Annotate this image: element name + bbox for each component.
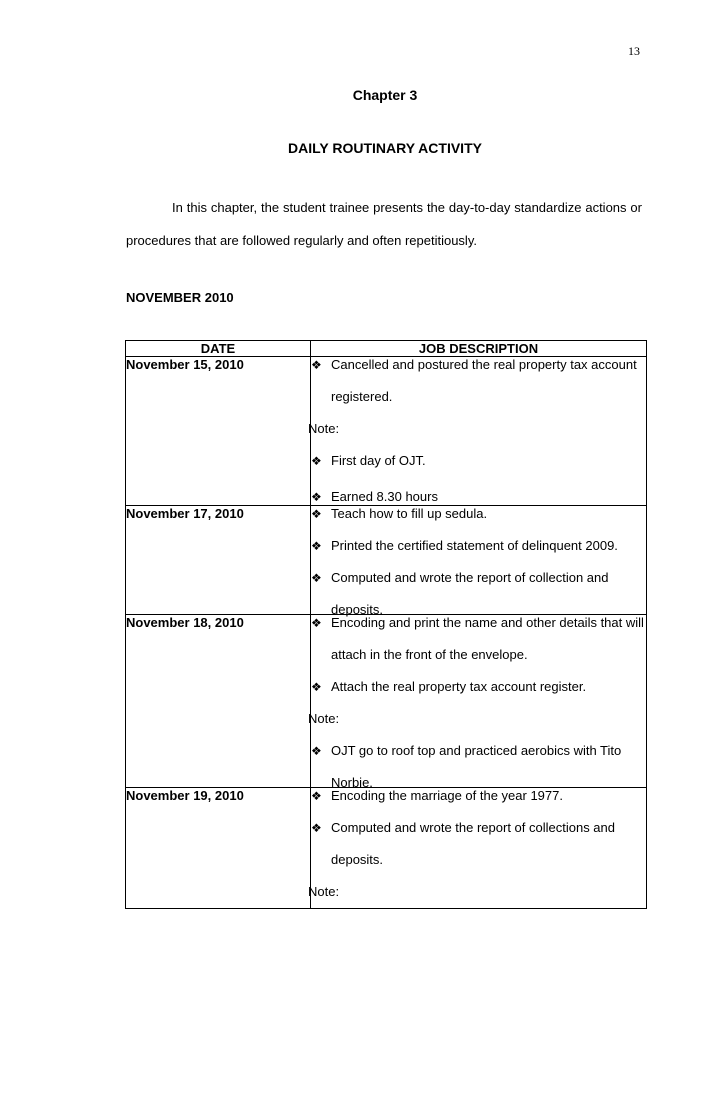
job-item: ❖ Cancelled and postured the real property tax account registered. bbox=[311, 349, 646, 413]
row-job-description bbox=[308, 615, 647, 790]
diamond-bullet-icon: ❖ bbox=[311, 490, 322, 504]
diamond-bullet-icon: ❖ bbox=[311, 539, 322, 553]
row-job-description bbox=[308, 357, 647, 506]
note-item: ❖ OJT go to roof top and practiced aerobics with Tito Norbie. bbox=[311, 735, 646, 799]
row-job-description bbox=[311, 506, 647, 615]
table-row bbox=[126, 788, 647, 909]
job-column-header: JOB DESCRIPTION bbox=[311, 341, 647, 357]
note-label: Note: bbox=[308, 421, 340, 436]
job-item: ❖ Printed the certified statement of delinquent 2009. bbox=[311, 530, 646, 562]
diamond-bullet-icon: ❖ bbox=[311, 454, 322, 468]
row-date: November 19, 2010 bbox=[126, 788, 311, 909]
diamond-bullet-icon: ❖ bbox=[311, 821, 322, 835]
table-row bbox=[126, 357, 647, 506]
table-row bbox=[126, 615, 647, 788]
note-label: Note: bbox=[308, 711, 340, 726]
diamond-bullet-icon: ❖ bbox=[311, 507, 322, 521]
job-item: ❖ Teach how to fill up sedula. bbox=[311, 498, 646, 530]
row-date: November 18, 2010 bbox=[126, 615, 311, 788]
diamond-bullet-icon: ❖ bbox=[311, 680, 322, 694]
table-row bbox=[126, 506, 647, 615]
row-date: November 17, 2010 bbox=[126, 506, 311, 615]
intro-paragraph: In this chapter, the student trainee presents the day-to-day standardize actions or procedures that are followed regularly and often repetitiously. bbox=[126, 200, 642, 248]
note-item: ❖ Earned 8.30 hours bbox=[311, 489, 438, 504]
page-number: 13 bbox=[628, 44, 640, 58]
activity-table bbox=[125, 340, 647, 909]
job-item: ❖ Attach the real property tax account register. bbox=[311, 671, 646, 703]
diamond-bullet-icon: ❖ bbox=[311, 744, 322, 758]
job-item: ❖ Computed and wrote the report of collections and deposits. bbox=[311, 812, 646, 876]
diamond-bullet-icon: ❖ bbox=[311, 789, 322, 803]
job-item: ❖ Computed and wrote the report of collection and deposits. bbox=[311, 562, 646, 626]
diamond-bullet-icon: ❖ bbox=[311, 571, 322, 585]
chapter-heading: Chapter 3 bbox=[352, 87, 418, 103]
chapter-title: DAILY ROUTINARY ACTIVITY bbox=[288, 140, 482, 156]
note-label: Note: bbox=[308, 884, 340, 899]
diamond-bullet-icon: ❖ bbox=[311, 358, 322, 372]
section-heading: NOVEMBER 2010 bbox=[126, 290, 234, 305]
row-job-description bbox=[308, 788, 647, 909]
job-item: ❖ Encoding the marriage of the year 1977. bbox=[311, 780, 646, 812]
note-item: ❖ First day of OJT. bbox=[311, 445, 646, 477]
date-column-header: DATE bbox=[126, 341, 311, 357]
row-date: November 15, 2010 bbox=[126, 357, 311, 506]
job-item: ❖ Encoding and print the name and other details that will attach in the front of the envelope. bbox=[311, 607, 646, 671]
diamond-bullet-icon: ❖ bbox=[311, 616, 322, 630]
